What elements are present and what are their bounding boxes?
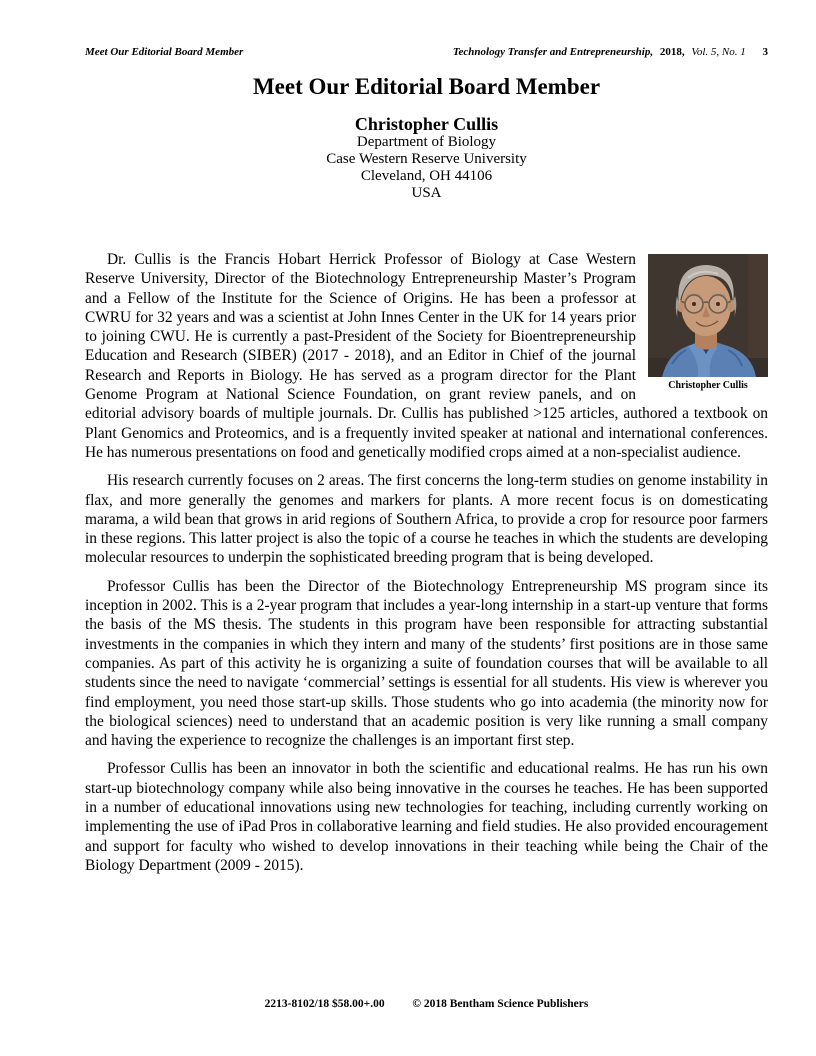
author-country: USA [411,185,442,201]
article-body [85,250,768,875]
running-header-right [453,46,768,58]
paragraph-ms-program: Professor Cullis has been the Director of the Biotechnology Entrepreneurship MS program since its inception in 2002. This is a 2-year program that includes a year-long internship in a start-up venture that forms the basis of the MS thesis. The students in this program have been responsible for attracting substantial investments in the companies in which they intern and many of the students’ first positions are in those same companies. As part of this activity he is organizing a suite of foundation courses that will be available to all students since the need to navigate ‘commercial’ settings is essential for all students. His view is wherever you find employment, you need those start-up skills. Those students who go into academia (the minority now for the biological sciences) need to understand that an academic position is very like running a small company and having the experience to recognize the challenges is an important first step. [85,577,768,750]
journal-volume-issue: Vol. 5, No. 1 [691,46,746,58]
paragraph-innovation: Professor Cullis has been an innovator in both the scientific and educational realms. He has run his own start-up biotechnology company while also being innovative in the courses he teaches. He has been supported in a number of educational innovations using new technologies for teaching, including currently working on implementing the use of iPad Pros in collaborative learning and field studies. He also provided encouragement and support for faculty who wished to develop innovations in their teaching while being the Chair of the Biology Department (2009 - 2015). [85,760,768,874]
journal-name: Technology Transfer and Entrepreneurship, [452,46,654,58]
author-department: Department of Biology [356,134,497,150]
footer-issn-price: 2213-8102/18 $58.00+.00 [264,998,385,1010]
paragraph-bio [85,250,768,462]
portrait-photo [648,254,768,377]
author-city: Cleveland, OH 44106 [360,168,493,184]
author-university: Case Western Reserve University [326,151,527,167]
author-block [85,114,768,202]
portrait-figure [648,254,768,392]
page-title: Meet Our Editorial Board Member [252,74,601,99]
running-header-left: Meet Our Editorial Board Member [85,46,244,58]
running-header [85,0,768,58]
footer-copyright: © 2018 Bentham Science Publishers [412,998,589,1010]
paragraph-bio-text: Dr. Cullis is the Francis Hobart Herrick Professor of Biology at Case Western Reserve University, Director of the Biotechnology Entrepreneurship Master’s Program and a Fellow of the Institute for the Science of Origins. He has been a professor at CWRU for 32 years and was a scientist at John Innes Center in the UK for 14 years prior to joining CWU. He is currently a past-President of the Society for Bioentrepreneurship Education and Research (SIBER) (2017 - 2018), and an Editor in Chief of the journal Research and Reports in Biology. He has served as a program director for the Plant Genome Program at National Science Foundation, on grant review panels, and on editorial advisory boards of multiple journals. Dr. Cullis has published >125 articles, authored a textbook on Plant Genomics and Proteomics, and is a frequently invited speaker at national and international conferences. He has numerous presentations on food and genetically modified crops aimed at a non-specialist audience. [85,251,768,461]
footer [85,998,768,1010]
journal-year: 2018, [659,46,685,58]
page-number: 3 [762,46,768,58]
portrait-caption: Christopher Cullis [668,380,748,391]
paragraph-research: His research currently focuses on 2 areas. The first concerns the long-term studies on genome instability in flax, and more generally the genomes and markers for plants. A more recent focus is on domesticating marama, a wild bean that grows in arid regions of Southern Africa, to provide a crop for resource poor farmers in these regions. This latter project is also the topic of a course he teaches in which the students are developing molecular resources to underpin the sophisticated breeding program that is being developed. [85,472,768,567]
author-name: Christopher Cullis [354,114,499,134]
